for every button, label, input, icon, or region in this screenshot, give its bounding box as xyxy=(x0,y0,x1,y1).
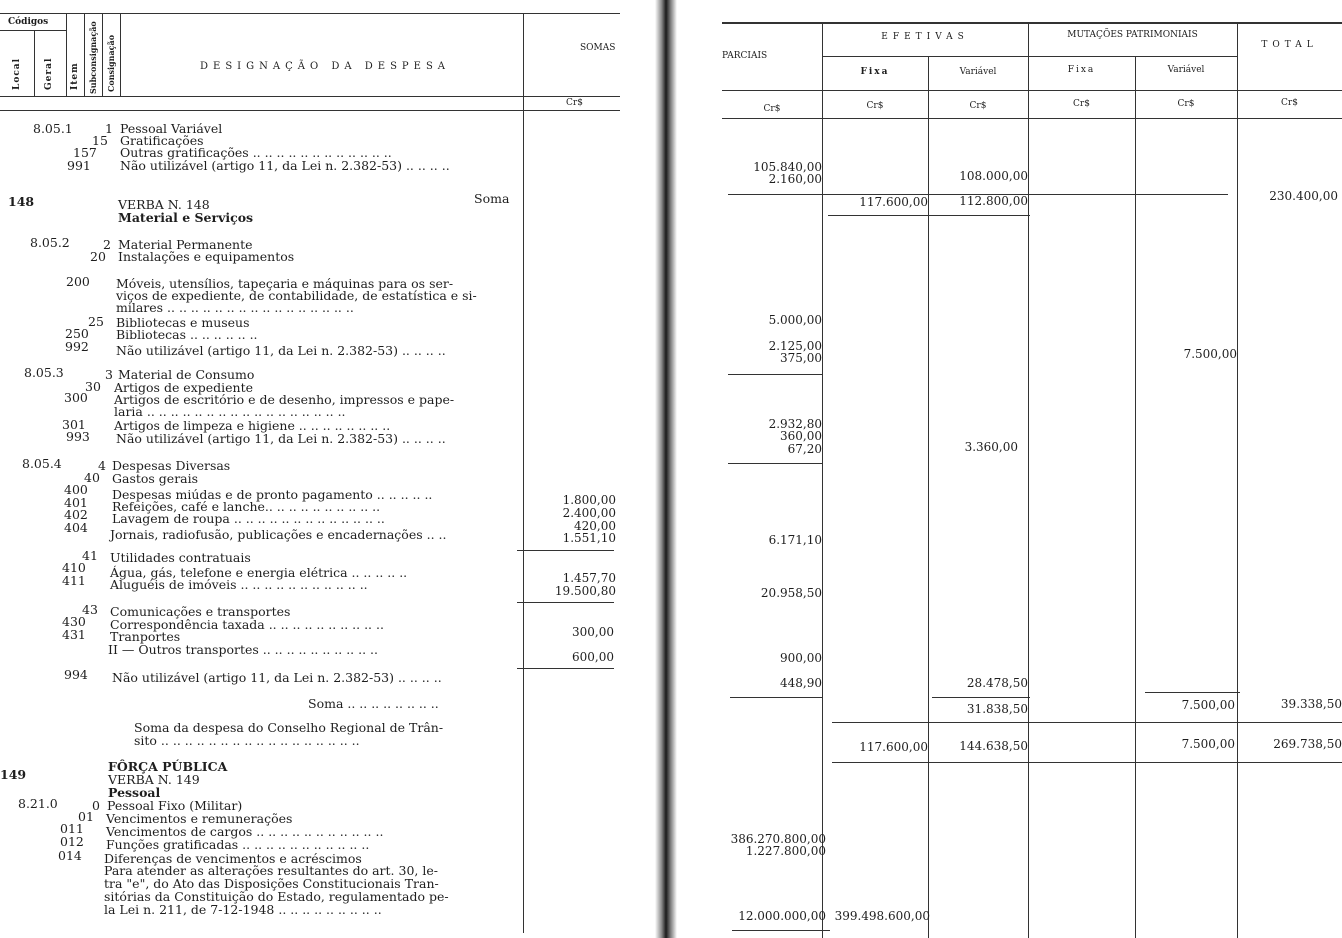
row-item: 250 xyxy=(65,326,89,341)
efetiva-variavel-total: 31.838,50 xyxy=(966,702,1028,716)
header-currency-variavel: Cr$ xyxy=(969,101,987,111)
efetiva-variavel-total: 144.638,50 xyxy=(959,739,1028,753)
col-divider-parciais xyxy=(822,22,823,938)
row-text: Correspondência taxada .. .. .. .. .. .. .. .. .. .. xyxy=(110,617,384,632)
subtotal-rule xyxy=(932,697,1030,698)
soma-rule xyxy=(517,550,614,551)
row-text: Gastos gerais xyxy=(112,471,199,486)
row-geral: 20 xyxy=(90,249,106,264)
header-bottom-rule-1 xyxy=(0,96,620,97)
row-local: 8.05.2 xyxy=(30,235,70,250)
row-text: Pessoal Fixo (Militar) xyxy=(107,798,243,813)
row-text: Pessoal xyxy=(108,785,161,800)
parcial-value: 1.227.800,00 xyxy=(745,844,826,858)
row-text: sitórias da Constituição do Estado, regulamentado pe- xyxy=(104,889,449,904)
header-variavel-efetivas: Variável xyxy=(959,67,997,77)
parcial-value: 2.160,00 xyxy=(768,172,822,186)
row-consig: 3 xyxy=(105,367,113,382)
header-currency-mfixa: Cr$ xyxy=(1073,99,1090,109)
parcial-value: 900,00 xyxy=(780,651,822,665)
row-geral: 25 xyxy=(88,314,104,329)
header-subconsignacao: Subconsignação xyxy=(88,21,98,94)
row-verba: 149 xyxy=(0,767,27,782)
subtotal-rule xyxy=(730,697,822,698)
row-text: milares .. .. .. .. .. .. .. .. .. .. .. .. .. .. .. .. xyxy=(116,300,354,315)
row-text: Artigos de expediente xyxy=(114,380,254,395)
row-text: Pessoal Variável xyxy=(120,121,223,136)
header-currency-mvariavel: Cr$ xyxy=(1177,99,1195,109)
header-bottom-rule-2 xyxy=(722,118,1342,119)
row-item: 404 xyxy=(64,520,88,535)
subtotal-rule xyxy=(728,463,822,464)
book-spine xyxy=(655,0,677,938)
row-item: 400 xyxy=(64,482,88,497)
header-fixa-mutacoes: Fixa xyxy=(1067,65,1096,75)
row-text: Material Permanente xyxy=(118,237,253,252)
parcial-value: 448,90 xyxy=(780,676,822,690)
row-text: Instalações e equipamentos xyxy=(118,249,295,264)
row-soma: 1.800,00 xyxy=(562,493,616,507)
soma-rule xyxy=(517,602,614,603)
col-divider-2 xyxy=(66,13,67,96)
row-text: Utilidades contratuais xyxy=(110,550,251,565)
row-item: 992 xyxy=(65,339,89,354)
row-item: 991 xyxy=(67,158,91,173)
col-divider-4 xyxy=(102,13,103,96)
parcial-value: 67,20 xyxy=(787,442,822,456)
row-item: 300 xyxy=(64,390,88,405)
efetiva-fixa-total: 117.600,00 xyxy=(859,740,928,754)
row-local: 8.05.3 xyxy=(24,365,64,380)
col-divider-5 xyxy=(120,13,121,96)
codigos-rule xyxy=(0,30,66,31)
row-text: viços de expediente, de contabilidade, de estatística e si- xyxy=(116,288,477,303)
efetiva-fixa-value: 399.498.600,00 xyxy=(834,909,930,923)
row-text: Despesas Diversas xyxy=(112,458,231,473)
row-text: Material de Consumo xyxy=(118,367,255,382)
row-soma: 1.457,70 xyxy=(562,571,616,585)
row-item: 200 xyxy=(66,274,90,289)
row-soma: 600,00 xyxy=(572,650,614,664)
header-mid-rule xyxy=(822,56,1237,57)
soma-rule xyxy=(517,668,614,669)
row-item: 157 xyxy=(73,145,97,160)
row-text: Aluguéis de imóveis .. .. .. .. .. .. .. .. .. .. .. xyxy=(110,577,368,592)
row-text: VERBA N. 148 xyxy=(118,197,210,212)
parcial-value: 360,00 xyxy=(780,429,822,443)
row-text: II — Outros transportes .. .. .. .. .. .. .. .. .. .. xyxy=(108,642,378,657)
subtotal-rule xyxy=(832,722,1342,723)
row-text: Refeições, café e lanche.. .. .. .. .. .. .. .. .. .. xyxy=(112,499,381,514)
row-verba: 148 xyxy=(8,194,35,209)
row-soma: 420,00 xyxy=(574,519,616,533)
subtotal-rule xyxy=(1145,692,1240,693)
row-text: Tranportes xyxy=(110,629,181,644)
row-local: 8.05.4 xyxy=(22,456,62,471)
row-text: Não utilizável (artigo 11, da Lei n. 2.382-53) .. .. .. .. xyxy=(116,431,446,446)
row-item: 012 xyxy=(60,834,84,849)
header-top-rule xyxy=(0,13,620,14)
row-text: tra "e", do Ato das Disposições Constitucionais Tran- xyxy=(104,876,439,891)
row-geral: 15 xyxy=(92,133,108,148)
row-soma: 2.400,00 xyxy=(562,506,616,520)
header-currency-fixa: Cr$ xyxy=(866,101,884,111)
row-consig: 0 xyxy=(92,798,100,813)
row-text: VERBA N. 149 xyxy=(108,772,200,787)
row-text: Não utilizável (artigo 11, da Lei n. 2.382-53) .. .. .. .. xyxy=(112,670,442,685)
header-geral: Geral xyxy=(44,57,54,90)
col-divider-total xyxy=(1237,22,1238,938)
header-item: Item xyxy=(70,62,80,90)
subtotal-rule xyxy=(828,215,1030,216)
total-value: 230.400,00 xyxy=(1269,189,1338,203)
row-text: Água, gás, telefone e energia elétrica .. .. .. .. .. xyxy=(110,565,408,580)
row-item: 301 xyxy=(62,417,86,432)
row-text: Para atender as alterações resultantes do art. 30, le- xyxy=(104,863,438,878)
row-text: Artigos de limpeza e higiene .. .. .. .. .. .. .. .. xyxy=(114,418,391,433)
row-item: 431 xyxy=(62,627,86,642)
row-local: 8.21.0 xyxy=(18,796,58,811)
header-mutacoes: MUTAÇÕES PATRIMONIAIS xyxy=(1067,30,1198,40)
header-variavel-mutacoes: Variável xyxy=(1167,65,1205,75)
header-somas: SOMAS xyxy=(580,43,616,53)
parcial-value: 12.000.000,00 xyxy=(738,909,826,923)
row-soma: 19.500,80 xyxy=(554,584,616,598)
row-geral: 30 xyxy=(85,379,101,394)
parcial-value: 105.840,00 xyxy=(753,160,822,174)
total-value: 39.338,50 xyxy=(1280,697,1342,711)
row-item: 430 xyxy=(62,614,86,629)
header-currency-total: Cr$ xyxy=(1281,98,1298,108)
row-text: Não utilizável (artigo 11, da Lei n. 2.382-53) .. .. .. .. xyxy=(120,158,450,173)
parcial-value: 375,00 xyxy=(780,351,822,365)
row-text: Vencimentos e remunerações xyxy=(106,811,293,826)
parcial-value: 2.932,80 xyxy=(768,417,822,431)
row-geral: 01 xyxy=(78,809,94,824)
row-item: 993 xyxy=(66,429,90,444)
row-text: Vencimentos de cargos .. .. .. .. .. .. .. .. .. .. .. xyxy=(106,824,384,839)
designacao-right-rule xyxy=(523,13,524,933)
row-text: Não utilizável (artigo 11, da Lei n. 2.382-53) .. .. .. .. xyxy=(116,343,446,358)
row-text: Material e Serviços xyxy=(118,210,254,225)
efetiva-fixa-total: 117.600,00 xyxy=(859,195,928,209)
row-item: 014 xyxy=(58,848,82,863)
row-item: 402 xyxy=(64,507,88,522)
row-geral: 40 xyxy=(84,470,100,485)
header-currency-parciais: Cr$ xyxy=(763,104,781,114)
header-designacao: DESIGNAÇÃO DA DESPESA xyxy=(200,61,451,72)
row-item: 994 xyxy=(64,667,88,682)
parcial-value: 386.270.800,00 xyxy=(730,832,826,846)
header-top-rule xyxy=(722,22,1342,24)
header-bottom-rule-2 xyxy=(0,110,620,111)
mutacao-variavel-total: 7.500,00 xyxy=(1181,698,1235,712)
header-codigos: Códigos xyxy=(8,17,49,27)
row-text: Artigos de escritório e de desenho, impressos e pape- xyxy=(114,392,455,407)
parcial-value: 5.000,00 xyxy=(768,313,822,327)
col-divider-1 xyxy=(34,30,35,96)
header-bottom-rule-1 xyxy=(722,90,1342,91)
header-efetivas: EFETIVAS xyxy=(881,32,969,42)
col-divider-mutacoes xyxy=(1028,22,1029,938)
row-geral: 41 xyxy=(82,548,98,563)
row-text: FÔRÇA PÚBLICA xyxy=(108,759,228,774)
row-soma-label: Soma xyxy=(474,191,510,206)
row-text: Bibliotecas .. .. .. .. .. .. xyxy=(116,327,258,342)
mutacao-variavel-total: 7.500,00 xyxy=(1181,737,1235,751)
col-divider-3 xyxy=(84,13,85,96)
efetiva-variavel-value: 108.000,00 xyxy=(959,169,1028,183)
header-total: TOTAL xyxy=(1261,40,1318,50)
row-text: Comunicações e transportes xyxy=(110,604,291,619)
row-item: 410 xyxy=(62,560,86,575)
row-text: la Lei n. 211, de 7-12-1948 .. .. .. .. .. .. .. .. .. xyxy=(104,902,382,917)
header-currency: Cr$ xyxy=(566,98,583,108)
row-text: Soma da despesa do Conselho Regional de Trân- xyxy=(134,720,444,735)
row-text: Funções gratificadas .. .. .. .. .. .. .. .. .. .. .. xyxy=(106,837,370,852)
header-consignacao: Consignação xyxy=(106,34,116,92)
row-text: Soma .. .. .. .. .. .. .. .. xyxy=(308,696,439,711)
row-consig: 1 xyxy=(105,121,113,136)
row-text: Outras gratificações .. .. .. .. .. .. .. .. .. .. .. .. xyxy=(120,145,392,160)
row-soma: 300,00 xyxy=(572,625,614,639)
row-item: 401 xyxy=(64,495,88,510)
row-text: Despesas miúdas e de pronto pagamento .. .. .. .. .. xyxy=(112,487,433,502)
col-divider-mutacoes-variavel xyxy=(1135,56,1136,938)
row-text: Móveis, utensílios, tapeçaria e máquinas para os ser- xyxy=(116,276,454,291)
row-text: Lavagem de roupa .. .. .. .. .. .. .. .. .. .. .. .. .. xyxy=(112,511,385,526)
parcial-value: 6.171,10 xyxy=(768,533,822,547)
parcial-value: 20.958,50 xyxy=(760,586,822,600)
col-divider-efetivas-variavel xyxy=(928,56,929,938)
header-fixa-efetivas: Fixa xyxy=(860,67,890,77)
row-text: sito .. .. .. .. .. .. .. .. .. .. .. .. .. .. .. .. .. xyxy=(134,733,360,748)
total-value: 269.738,50 xyxy=(1273,737,1342,751)
row-text: Gratificações xyxy=(120,133,204,148)
row-geral: 43 xyxy=(82,602,98,617)
row-soma: 1.551,10 xyxy=(562,531,616,545)
row-item: 411 xyxy=(62,573,86,588)
row-consig: 2 xyxy=(103,237,111,252)
row-text: laria .. .. .. .. .. .. .. .. .. .. .. .. .. .. .. .. .. xyxy=(114,404,346,419)
row-local: 8.05.1 xyxy=(33,121,73,136)
row-text: Bibliotecas e museus xyxy=(116,315,250,330)
efetiva-variavel-value: 3.360,00 xyxy=(964,440,1018,454)
total-rule xyxy=(832,762,1342,763)
row-text: Jornais, radiofusão, publicações e encadernações .. .. xyxy=(110,527,447,542)
subtotal-rule xyxy=(732,930,830,931)
mutacao-variavel-value: 7.500,00 xyxy=(1183,347,1237,361)
row-item: 011 xyxy=(60,821,84,836)
efetiva-variavel-total: 112.800,00 xyxy=(959,194,1028,208)
row-consig: 4 xyxy=(98,458,106,473)
efetiva-variavel-value: 28.478,50 xyxy=(966,676,1028,690)
header-local: Local xyxy=(12,57,22,90)
subtotal-rule xyxy=(728,374,822,375)
parcial-value: 2.125,00 xyxy=(768,339,822,353)
row-text: Diferenças de vencimentos e acréscimos xyxy=(104,851,362,866)
header-parciais: PARCIAIS xyxy=(722,51,768,61)
